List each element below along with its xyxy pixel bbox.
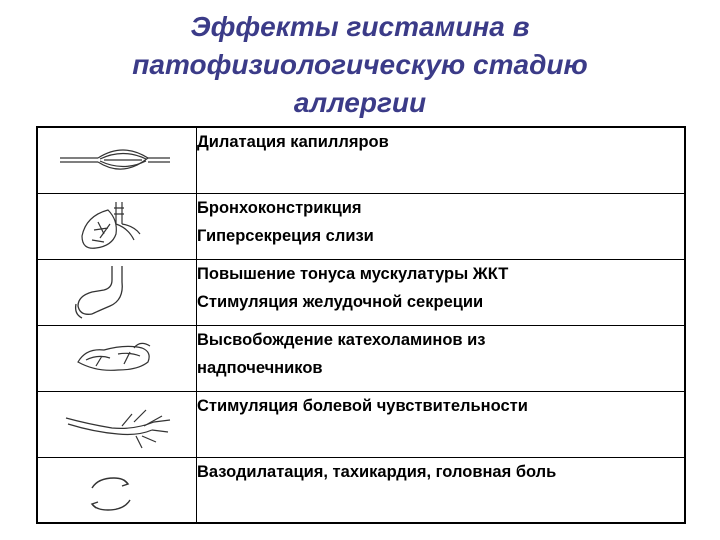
- icon-cell: [37, 457, 197, 523]
- icon-cell: [37, 193, 197, 259]
- page-title: [60, 8, 660, 122]
- text-cell: [197, 325, 686, 391]
- circulation-icon: [38, 458, 196, 522]
- text-cell: [197, 457, 686, 523]
- effect-line: Стимуляция желудочной секреции: [197, 292, 484, 311]
- effect-line: Стимуляция болевой чувствительности: [197, 396, 528, 415]
- stomach-icon: [38, 260, 196, 324]
- text-cell: [197, 259, 686, 325]
- table-row: [37, 391, 685, 457]
- effect-line: Бронхоконстрикция: [197, 198, 362, 217]
- table-row: [37, 127, 685, 193]
- table-row: [37, 193, 685, 259]
- effect-line: Высвобождение катехоламинов из: [197, 330, 486, 349]
- title-line-3: аллергии: [293, 87, 427, 118]
- effect-line: Повышение тонуса мускулатуры ЖКТ: [197, 264, 509, 283]
- text-cell: [197, 193, 686, 259]
- icon-cell: [37, 391, 197, 457]
- icon-cell: [37, 259, 197, 325]
- table-row: [37, 325, 685, 391]
- icon-cell: [37, 127, 197, 193]
- title-line-1: Эффекты гистамина в: [190, 11, 530, 42]
- title-line-2: патофизиологическую стадию: [132, 49, 588, 80]
- table-row: [37, 259, 685, 325]
- lungs-icon: [38, 194, 196, 258]
- effect-line: Вазодилатация, тахикардия, головная боль: [197, 462, 557, 481]
- text-cell: [197, 127, 686, 193]
- effect-line: Дилатация капилляров: [197, 133, 389, 151]
- effects-table: [36, 126, 686, 524]
- adrenal-gland-icon: [38, 326, 196, 390]
- effect-line: надпочечников: [197, 358, 323, 377]
- nerve-hand-icon: [38, 392, 196, 456]
- table-row: [37, 457, 685, 523]
- effect-line: Гиперсекреция слизи: [197, 226, 374, 245]
- icon-cell: [37, 325, 197, 391]
- capillary-icon: [38, 128, 196, 192]
- text-cell: [197, 391, 686, 457]
